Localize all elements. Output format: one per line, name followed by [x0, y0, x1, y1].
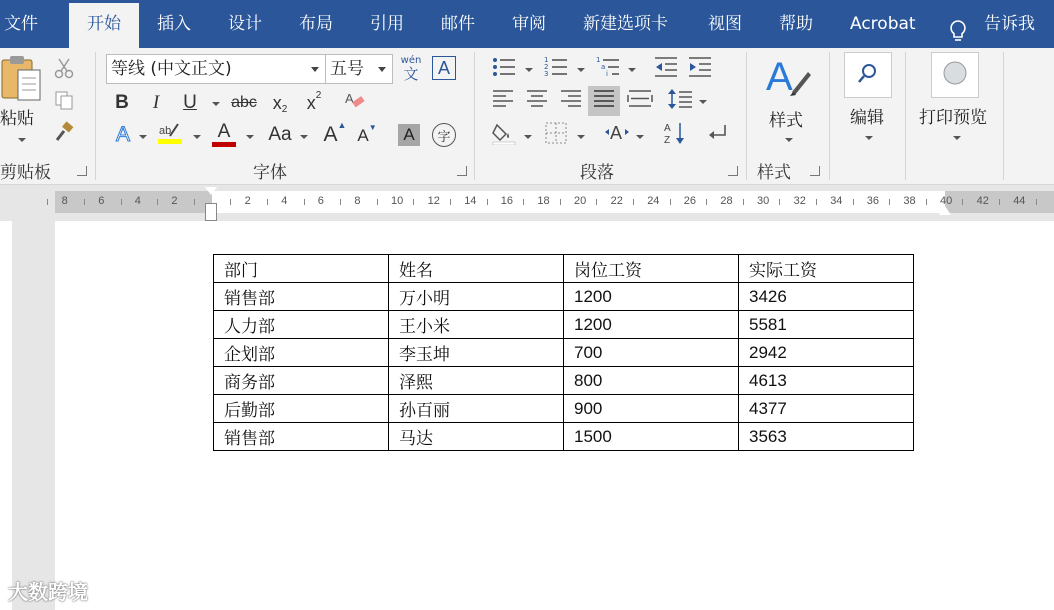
ruler-tick	[1036, 199, 1037, 205]
line-spacing-button[interactable]	[666, 88, 694, 114]
grow-font-button[interactable]: A ▲	[323, 120, 347, 146]
styles-launcher-icon[interactable]	[810, 166, 820, 176]
ruler-tick	[523, 199, 524, 205]
right-indent-marker[interactable]	[939, 206, 951, 215]
table-cell[interactable]: 4613	[739, 367, 914, 395]
font-group-label: 字体	[253, 163, 287, 183]
paste-label: 粘贴	[0, 109, 34, 129]
align-center-icon	[525, 88, 549, 114]
editing-label[interactable]: 编辑	[850, 108, 884, 128]
group-divider	[1003, 52, 1004, 180]
paint-bucket-icon	[491, 121, 517, 149]
ruler-number: 4	[281, 195, 288, 207]
first-line-indent-marker[interactable]	[205, 187, 217, 195]
change-case-dropdown-icon[interactable]	[300, 135, 308, 139]
enclose-characters-button[interactable]: 字	[432, 123, 456, 147]
tab-new-tab[interactable]: 新建选项卡	[583, 14, 668, 34]
tab-design[interactable]: 设计	[228, 14, 262, 34]
bullet-list-icon	[491, 55, 517, 83]
ruler-number: 2	[244, 195, 251, 207]
paragraph-mark-icon	[705, 121, 729, 149]
chinese-layout-button[interactable]	[603, 122, 631, 148]
ruler-tick	[816, 199, 817, 205]
svg-text:A: A	[345, 91, 354, 106]
left-gutter	[12, 221, 55, 610]
table-header-cell[interactable]: 姓名	[389, 255, 564, 283]
ruler-number: 30	[757, 195, 770, 207]
chinese-layout-dropdown-icon[interactable]	[636, 135, 644, 139]
tab-layout[interactable]: 布局	[299, 14, 333, 34]
strikethrough-button[interactable]: abc	[231, 94, 257, 111]
ruler-tick	[377, 199, 378, 205]
chevron-down-icon	[378, 67, 386, 72]
ruler-left-margin	[55, 191, 212, 213]
table-row	[214, 339, 914, 367]
document-page[interactable]	[55, 221, 1054, 610]
tab-review[interactable]: 审阅	[512, 14, 546, 34]
table-cell[interactable]: 人力部	[214, 311, 389, 339]
svg-text:3: 3	[544, 70, 549, 78]
styles-icon	[762, 52, 812, 106]
ruler-tick	[304, 199, 305, 205]
table-cell[interactable]: 销售部	[214, 423, 389, 451]
phonetic-guide-button[interactable]	[398, 54, 424, 84]
change-case-button[interactable]: Aa	[268, 124, 292, 145]
find-button[interactable]	[844, 52, 892, 98]
table-cell[interactable]: 900	[564, 395, 739, 423]
group-divider	[95, 52, 96, 180]
svg-text:1: 1	[596, 56, 601, 64]
print-preview-dropdown-icon[interactable]	[953, 136, 961, 140]
table-cell[interactable]: 销售部	[214, 283, 389, 311]
table-header-row	[214, 255, 914, 283]
decrease-indent-button[interactable]	[652, 56, 680, 82]
font-launcher-icon[interactable]	[457, 166, 467, 176]
copy-button[interactable]	[52, 90, 76, 114]
ruler-tick	[47, 199, 48, 205]
group-divider	[746, 52, 747, 180]
font-color-swatch	[212, 142, 236, 147]
ruler-tick	[340, 199, 341, 205]
table-cell[interactable]: 1200	[564, 311, 739, 339]
superscript-label: x	[306, 92, 316, 113]
tab-mailings[interactable]: 邮件	[441, 14, 475, 34]
subscript-label: x	[272, 92, 282, 113]
ruler-tick	[596, 199, 597, 205]
ruler-tick	[670, 199, 671, 205]
align-left-button[interactable]	[490, 88, 516, 114]
ruler-tick	[84, 199, 85, 205]
ruler-tick	[743, 199, 744, 205]
subscript-button[interactable]: x 2	[272, 92, 288, 115]
grow-font-label: A	[323, 123, 338, 146]
clear-formatting-button[interactable]	[342, 90, 368, 116]
justify-icon	[592, 88, 616, 114]
ruler-number: 10	[391, 195, 404, 207]
table-cell[interactable]: 王小米	[389, 311, 564, 339]
svg-text:1: 1	[544, 56, 549, 64]
tell-me-label: 告诉我	[984, 14, 1035, 34]
table-row	[214, 283, 914, 311]
hanging-indent-marker[interactable]	[205, 203, 217, 221]
table-cell[interactable]: 3426	[739, 283, 914, 311]
font-size-value: 五号	[330, 59, 364, 79]
ruler-tick	[194, 199, 195, 205]
ruler-number: 26	[683, 195, 697, 207]
clipboard-icon	[0, 54, 46, 108]
preview-circle-icon	[942, 60, 968, 90]
underline-button[interactable]: U	[183, 92, 197, 113]
table-cell[interactable]: 泽熙	[389, 367, 564, 395]
ruler-tick	[560, 199, 561, 205]
character-shading-button[interactable]: A	[398, 124, 420, 146]
data-table	[213, 254, 914, 451]
table-cell[interactable]: 商务部	[214, 367, 389, 395]
distributed-button[interactable]	[626, 88, 654, 114]
justify-button[interactable]	[588, 86, 620, 116]
highlight-button[interactable]	[156, 122, 184, 148]
text-effects-button[interactable]: A	[115, 123, 130, 146]
editing-dropdown-icon[interactable]	[865, 136, 873, 140]
format-painter-button[interactable]	[52, 122, 76, 146]
bold-button[interactable]: B	[115, 92, 129, 113]
table-cell[interactable]: 1500	[564, 423, 739, 451]
superscript-button[interactable]: x 2	[306, 89, 322, 113]
svg-text:i: i	[606, 70, 608, 78]
scissors-icon	[53, 57, 75, 83]
svg-text:A: A	[664, 123, 671, 134]
group-divider	[829, 52, 830, 180]
ruler-tick	[413, 199, 414, 205]
tab-references[interactable]: 引用	[370, 14, 404, 34]
horizontal-ruler-area	[0, 185, 1054, 221]
ruler-tick	[962, 199, 963, 205]
ruler-tick	[121, 199, 122, 205]
paragraph-launcher-icon[interactable]	[728, 166, 738, 176]
ruler-number: 22	[610, 195, 623, 207]
ruler-number: 18	[537, 195, 550, 207]
ruler-number: 28	[720, 195, 733, 207]
table-cell[interactable]: 后勤部	[214, 395, 389, 423]
styles-dropdown-icon[interactable]	[785, 138, 793, 142]
ruler-number: 38	[903, 195, 916, 207]
ruler-number: 40	[940, 195, 953, 207]
table-header-cell[interactable]: 岗位工资	[564, 255, 739, 283]
chevron-down-icon	[311, 67, 319, 72]
shading-dropdown-icon[interactable]	[524, 135, 532, 139]
paste-dropdown-icon[interactable]	[18, 138, 26, 142]
ruler-tick	[926, 199, 927, 205]
table-cell[interactable]: 企划部	[214, 339, 389, 367]
indent-icon	[687, 55, 713, 83]
line-spacing-dropdown-icon[interactable]	[699, 100, 707, 104]
ruler-number: 8	[354, 195, 361, 207]
ruler-number: 42	[976, 195, 989, 207]
table-cell[interactable]: 800	[564, 367, 739, 395]
highlight-dropdown-icon[interactable]	[193, 135, 201, 139]
shrink-font-button[interactable]: A ▼	[357, 122, 377, 145]
phonetic-top: wén	[400, 55, 422, 66]
ruler-number: 34	[830, 195, 843, 207]
numbered-list-icon	[543, 55, 569, 83]
font-size-combo[interactable]	[325, 54, 393, 84]
ruler-number: 6	[317, 195, 324, 207]
table-row	[214, 311, 914, 339]
table-row	[214, 423, 914, 451]
cut-button[interactable]	[52, 58, 76, 82]
ruler-tick	[779, 199, 780, 205]
styles-group-label: 样式	[757, 163, 791, 183]
svg-text:a: a	[601, 63, 606, 71]
multilevel-list-icon	[595, 55, 621, 83]
table-cell[interactable]: 马达	[389, 423, 564, 451]
highlighter-icon	[156, 120, 184, 150]
font-name-combo[interactable]	[106, 54, 326, 84]
print-preview-label[interactable]: 打印预览	[919, 108, 987, 128]
table-cell[interactable]: 5581	[739, 311, 914, 339]
line-spacing-icon	[667, 87, 693, 115]
ribbon-home	[0, 48, 1054, 185]
ruler-tick	[853, 199, 854, 205]
ruler-tick	[487, 199, 488, 205]
character-border-button[interactable]: A	[432, 56, 456, 80]
tab-acrobat[interactable]: Acrobat	[850, 14, 916, 34]
paintbrush-icon	[53, 121, 75, 147]
ruler-tick	[267, 199, 268, 205]
ruler-number: 32	[793, 195, 806, 207]
sort-icon	[663, 120, 687, 150]
eraser-icon	[343, 89, 367, 117]
ruler-tick	[706, 199, 707, 205]
copy-icon	[53, 89, 75, 115]
chinese-layout-icon	[604, 121, 630, 149]
borders-icon	[544, 121, 568, 149]
table-cell[interactable]: 1200	[564, 283, 739, 311]
font-color-dropdown-icon[interactable]	[246, 135, 254, 139]
table-cell[interactable]: 万小明	[389, 283, 564, 311]
group-divider	[474, 52, 475, 180]
table-header-cell[interactable]: 实际工资	[739, 255, 914, 283]
svg-text:ab: ab	[159, 125, 172, 137]
ruler-number: 44	[1013, 195, 1026, 207]
ruler-number: 16	[500, 195, 514, 207]
align-right-button[interactable]	[558, 88, 584, 114]
styles-button[interactable]	[762, 54, 812, 104]
svg-text:A: A	[610, 123, 623, 143]
watermark-text: 大数跨境	[8, 580, 88, 604]
table-cell[interactable]: 3563	[739, 423, 914, 451]
align-right-icon	[559, 88, 583, 114]
table-cell[interactable]: 2942	[739, 339, 914, 367]
styles-label: 样式	[769, 111, 803, 131]
multilevel-dropdown-icon[interactable]	[628, 68, 636, 72]
font-name-value: 等线 (中文正文)	[111, 59, 232, 79]
sort-button[interactable]	[662, 122, 688, 148]
text-effects-dropdown-icon[interactable]	[139, 135, 147, 139]
numbering-dropdown-icon[interactable]	[577, 68, 585, 72]
ruler-number: 14	[464, 195, 477, 207]
tab-file[interactable]: 文件	[4, 14, 38, 34]
ruler-tick	[633, 199, 634, 205]
multilevel-list-button[interactable]	[594, 56, 622, 82]
italic-button[interactable]: I	[152, 92, 160, 113]
ruler-tick	[157, 199, 158, 205]
magnifier-icon	[857, 62, 879, 88]
ruler-tick	[230, 199, 231, 205]
distribute-icon	[627, 88, 653, 114]
ruler-number: 36	[866, 195, 880, 207]
shrink-font-label: A	[357, 126, 369, 145]
clipboard-launcher-icon[interactable]	[77, 166, 87, 176]
table-cell[interactable]: 孙百丽	[389, 395, 564, 423]
ruler-number: 2	[171, 195, 178, 207]
table-header-cell[interactable]: 部门	[214, 255, 389, 283]
tab-home[interactable]: 开始	[69, 3, 139, 48]
align-center-button[interactable]	[524, 88, 550, 114]
ruler-tick	[450, 199, 451, 205]
show-formatting-button[interactable]	[704, 122, 730, 148]
clipboard-group-label: 剪贴板	[0, 163, 51, 183]
tab-help[interactable]: 帮助	[779, 14, 813, 34]
numbering-button[interactable]	[542, 56, 570, 82]
bullets-button[interactable]	[490, 56, 518, 82]
shading-button[interactable]	[490, 122, 518, 148]
font-color-glyph: A	[217, 120, 231, 142]
table-cell[interactable]: 李玉坤	[389, 339, 564, 367]
borders-dropdown-icon[interactable]	[577, 135, 585, 139]
table-row	[214, 367, 914, 395]
tab-view[interactable]: 视图	[708, 14, 742, 34]
print-preview-button[interactable]	[931, 52, 979, 98]
borders-button[interactable]	[542, 122, 570, 148]
outdent-icon	[653, 55, 679, 83]
ruler-tick	[889, 199, 890, 205]
svg-text:A: A	[766, 55, 793, 99]
font-color-button[interactable]	[210, 120, 238, 148]
ruler-number: 6	[98, 195, 105, 207]
paragraph-group-label: 段落	[580, 163, 614, 183]
ruler-number: 24	[647, 195, 660, 207]
group-divider	[905, 52, 906, 180]
svg-text:Z: Z	[664, 135, 671, 146]
table-row	[214, 395, 914, 423]
ruler-number: 8	[61, 195, 68, 207]
ruler-number: 12	[427, 195, 440, 207]
paste-button[interactable]	[0, 56, 46, 106]
ruler-number: 4	[134, 195, 141, 207]
underline-dropdown-icon[interactable]	[212, 102, 220, 106]
ruler-number: 20	[574, 195, 587, 207]
table-cell[interactable]: 4377	[739, 395, 914, 423]
ribbon-tab-bar	[0, 0, 1054, 48]
tab-insert[interactable]: 插入	[157, 14, 191, 34]
align-left-icon	[491, 88, 515, 114]
ruler-tick	[999, 199, 1000, 205]
svg-text:2: 2	[544, 63, 549, 71]
phonetic-bottom: 文	[403, 65, 419, 83]
table-cell[interactable]: 700	[564, 339, 739, 367]
increase-indent-button[interactable]	[686, 56, 714, 82]
bullets-dropdown-icon[interactable]	[525, 68, 533, 72]
